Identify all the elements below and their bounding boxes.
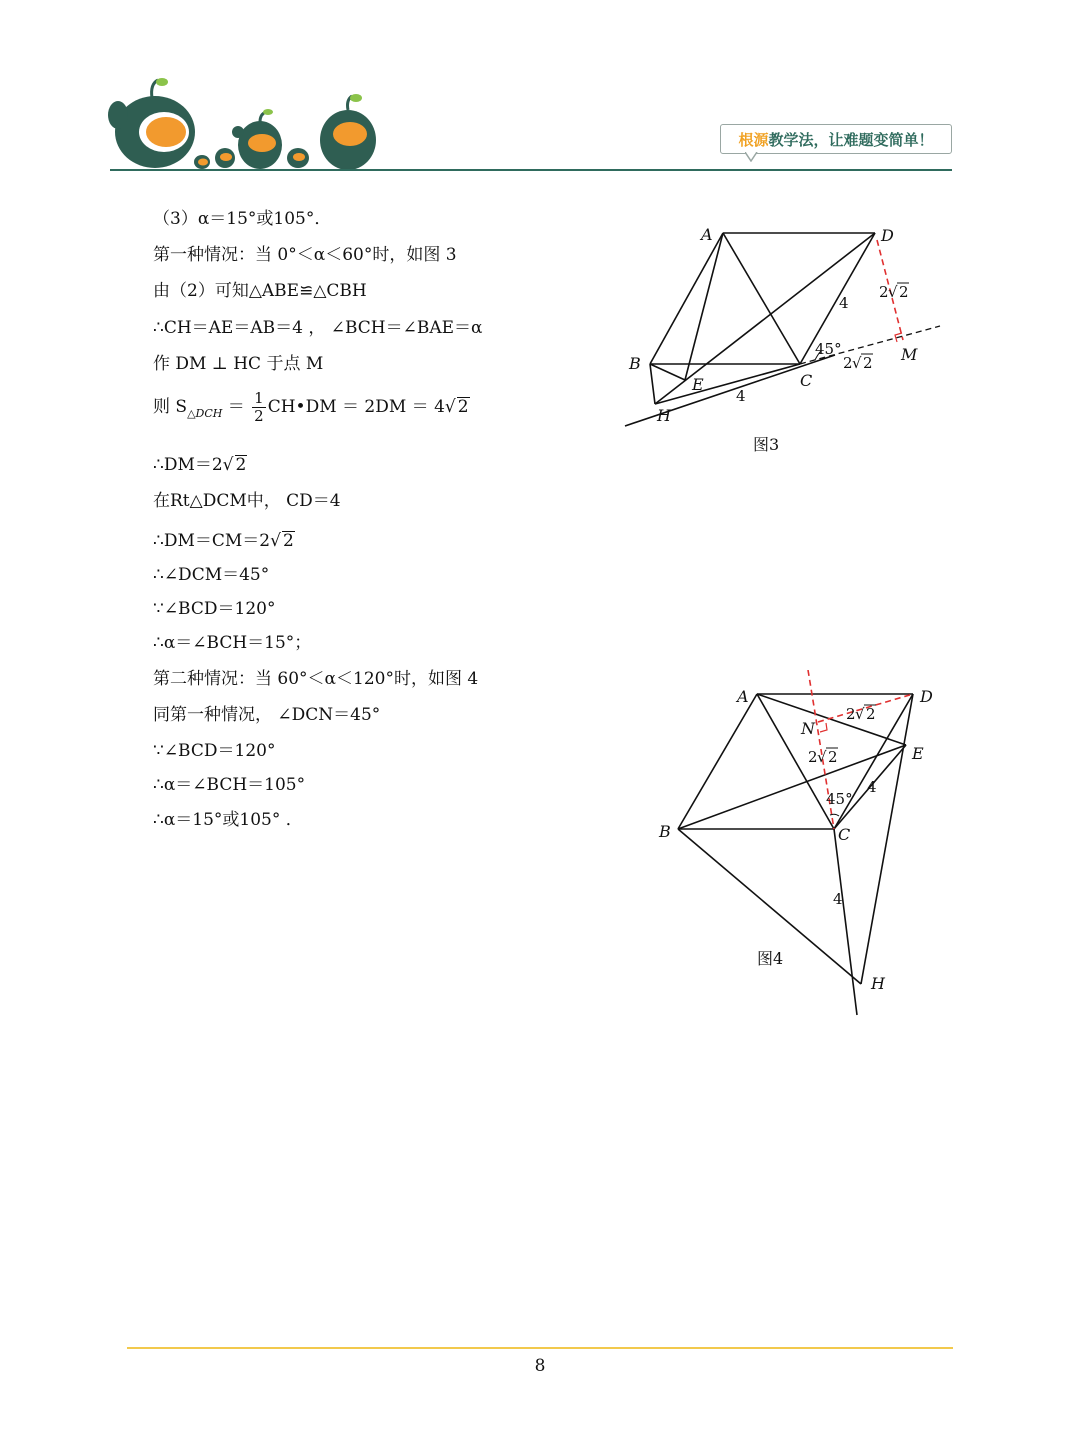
mascot-large xyxy=(108,78,195,168)
label-b: B xyxy=(629,354,641,373)
sqrt-icon: √ xyxy=(888,283,898,301)
solution-line: 第二种情况：当 60°＜α＜120°时，如图 4 xyxy=(153,669,479,689)
header-divider xyxy=(110,169,952,171)
formula-subscript: △DCH xyxy=(187,407,223,420)
sqrt-icon: √ xyxy=(855,705,865,723)
length-cd: 4 xyxy=(839,294,849,312)
mascot-right xyxy=(320,94,376,170)
line-text: ∴DM＝CM＝2 xyxy=(153,531,271,551)
sqrt-icon: √ xyxy=(444,397,456,417)
right-angle-mark xyxy=(820,723,827,732)
solution-line: 第一种情况：当 0°＜α＜60°时，如图 3 xyxy=(153,245,457,265)
length-ch: 4 xyxy=(736,387,746,405)
footer-divider xyxy=(127,1347,953,1349)
angle-arc-icon xyxy=(830,814,839,816)
length-ce: 4 xyxy=(867,778,877,796)
segment-ab xyxy=(678,694,757,829)
solution-line: ∴∠DCM＝45° xyxy=(153,565,270,585)
length-cm-coef: 2 xyxy=(843,354,853,372)
solution-line: （3）α＝15°或105°． xyxy=(153,209,332,229)
solution-line: ∵∠BCD＝120° xyxy=(153,599,276,619)
segment-ab xyxy=(650,233,723,364)
sqrt-icon: √ xyxy=(852,354,862,372)
label-h: H xyxy=(871,974,885,993)
length-cn-coef: 2 xyxy=(808,748,818,766)
ray-ch xyxy=(834,829,857,1015)
label-c: C xyxy=(838,825,851,844)
figure-3 xyxy=(600,215,960,465)
mascot-small-1 xyxy=(194,155,210,169)
segment-ae xyxy=(757,694,906,745)
label-n: N xyxy=(801,719,815,738)
label-a: A xyxy=(701,225,713,244)
solution-line: ∴α＝∠BCH＝15°； xyxy=(153,633,312,653)
length-dm-coef: 2 xyxy=(879,283,889,301)
solution-line: ∴CH＝AE＝AB＝4 ， ∠BCH＝∠BAE＝α xyxy=(153,318,483,338)
slogan-text: 教学法，让难题变简单！ xyxy=(768,131,934,149)
formula-equals: ＝ xyxy=(227,397,245,417)
radicand: 2 xyxy=(457,397,469,417)
length-ch: 4 xyxy=(833,890,843,908)
figure-3-caption: 图3 xyxy=(753,435,780,454)
sqrt-icon: √ xyxy=(270,531,281,551)
slogan-brand: 根源 xyxy=(738,131,769,149)
slogan-banner xyxy=(720,124,952,154)
figure-4-caption: 图4 xyxy=(757,949,784,968)
mascot-small-3 xyxy=(287,148,309,168)
fraction-numerator: 1 xyxy=(254,389,264,407)
formula-rest: CH•DM ＝ 2DM ＝ 4 xyxy=(267,397,445,417)
solution-line: ∴α＝15°或105° ． xyxy=(153,810,303,830)
length-dn-coef: 2 xyxy=(846,705,856,723)
label-m: M xyxy=(901,345,918,364)
length-cm-radicand: 2 xyxy=(863,354,873,372)
label-h: H xyxy=(657,406,671,425)
speech-tail-icon xyxy=(745,152,759,162)
radicand: 2 xyxy=(235,455,247,475)
segment-be xyxy=(650,364,685,380)
mascot-medium xyxy=(232,109,282,169)
label-e: E xyxy=(692,375,704,394)
fraction xyxy=(252,390,266,425)
solution-line: 在Rt△DCM中， CD＝4 xyxy=(153,491,341,511)
sqrt-icon: √ xyxy=(222,455,234,475)
segment-bh xyxy=(650,364,655,404)
length-cn-radicand: 2 xyxy=(828,748,838,766)
angle-label: 45° xyxy=(826,790,853,808)
figure-4 xyxy=(640,670,950,1020)
formula-prefix: 则 S xyxy=(153,397,188,417)
solution-line: 作 DM ⊥ HC 于点 M xyxy=(153,354,324,374)
label-d: D xyxy=(881,226,894,245)
area-formula-line xyxy=(153,390,470,425)
solution-line: 同第一种情况， ∠DCN＝45° xyxy=(153,705,381,725)
solution-line xyxy=(153,530,295,552)
radicand: 2 xyxy=(282,531,294,551)
segment-ac xyxy=(723,233,800,364)
solution-line: 由（2）可知△ABE≌△CBH xyxy=(153,281,367,301)
solution-line: ∵∠BCD＝120° xyxy=(153,741,276,761)
label-d: D xyxy=(920,687,933,706)
fraction-denominator: 2 xyxy=(254,407,264,425)
label-c: C xyxy=(800,371,813,390)
segment-ae xyxy=(685,233,723,380)
label-e: E xyxy=(912,744,924,763)
label-b: B xyxy=(659,822,671,841)
angle-label: 45° xyxy=(815,340,842,358)
mascot-logo xyxy=(100,70,390,170)
page-number: 8 xyxy=(534,1356,546,1376)
sqrt-icon: √ xyxy=(817,748,827,766)
length-dn-radicand: 2 xyxy=(866,705,876,723)
solution-line xyxy=(153,454,247,476)
line-text: ∴DM＝2 xyxy=(153,455,223,475)
solution-line: ∴α＝∠BCH＝105° xyxy=(153,775,306,795)
label-a: A xyxy=(737,687,749,706)
length-dm-radicand: 2 xyxy=(899,283,909,301)
mascot-small-2 xyxy=(215,148,235,168)
segment-hc xyxy=(655,364,800,404)
